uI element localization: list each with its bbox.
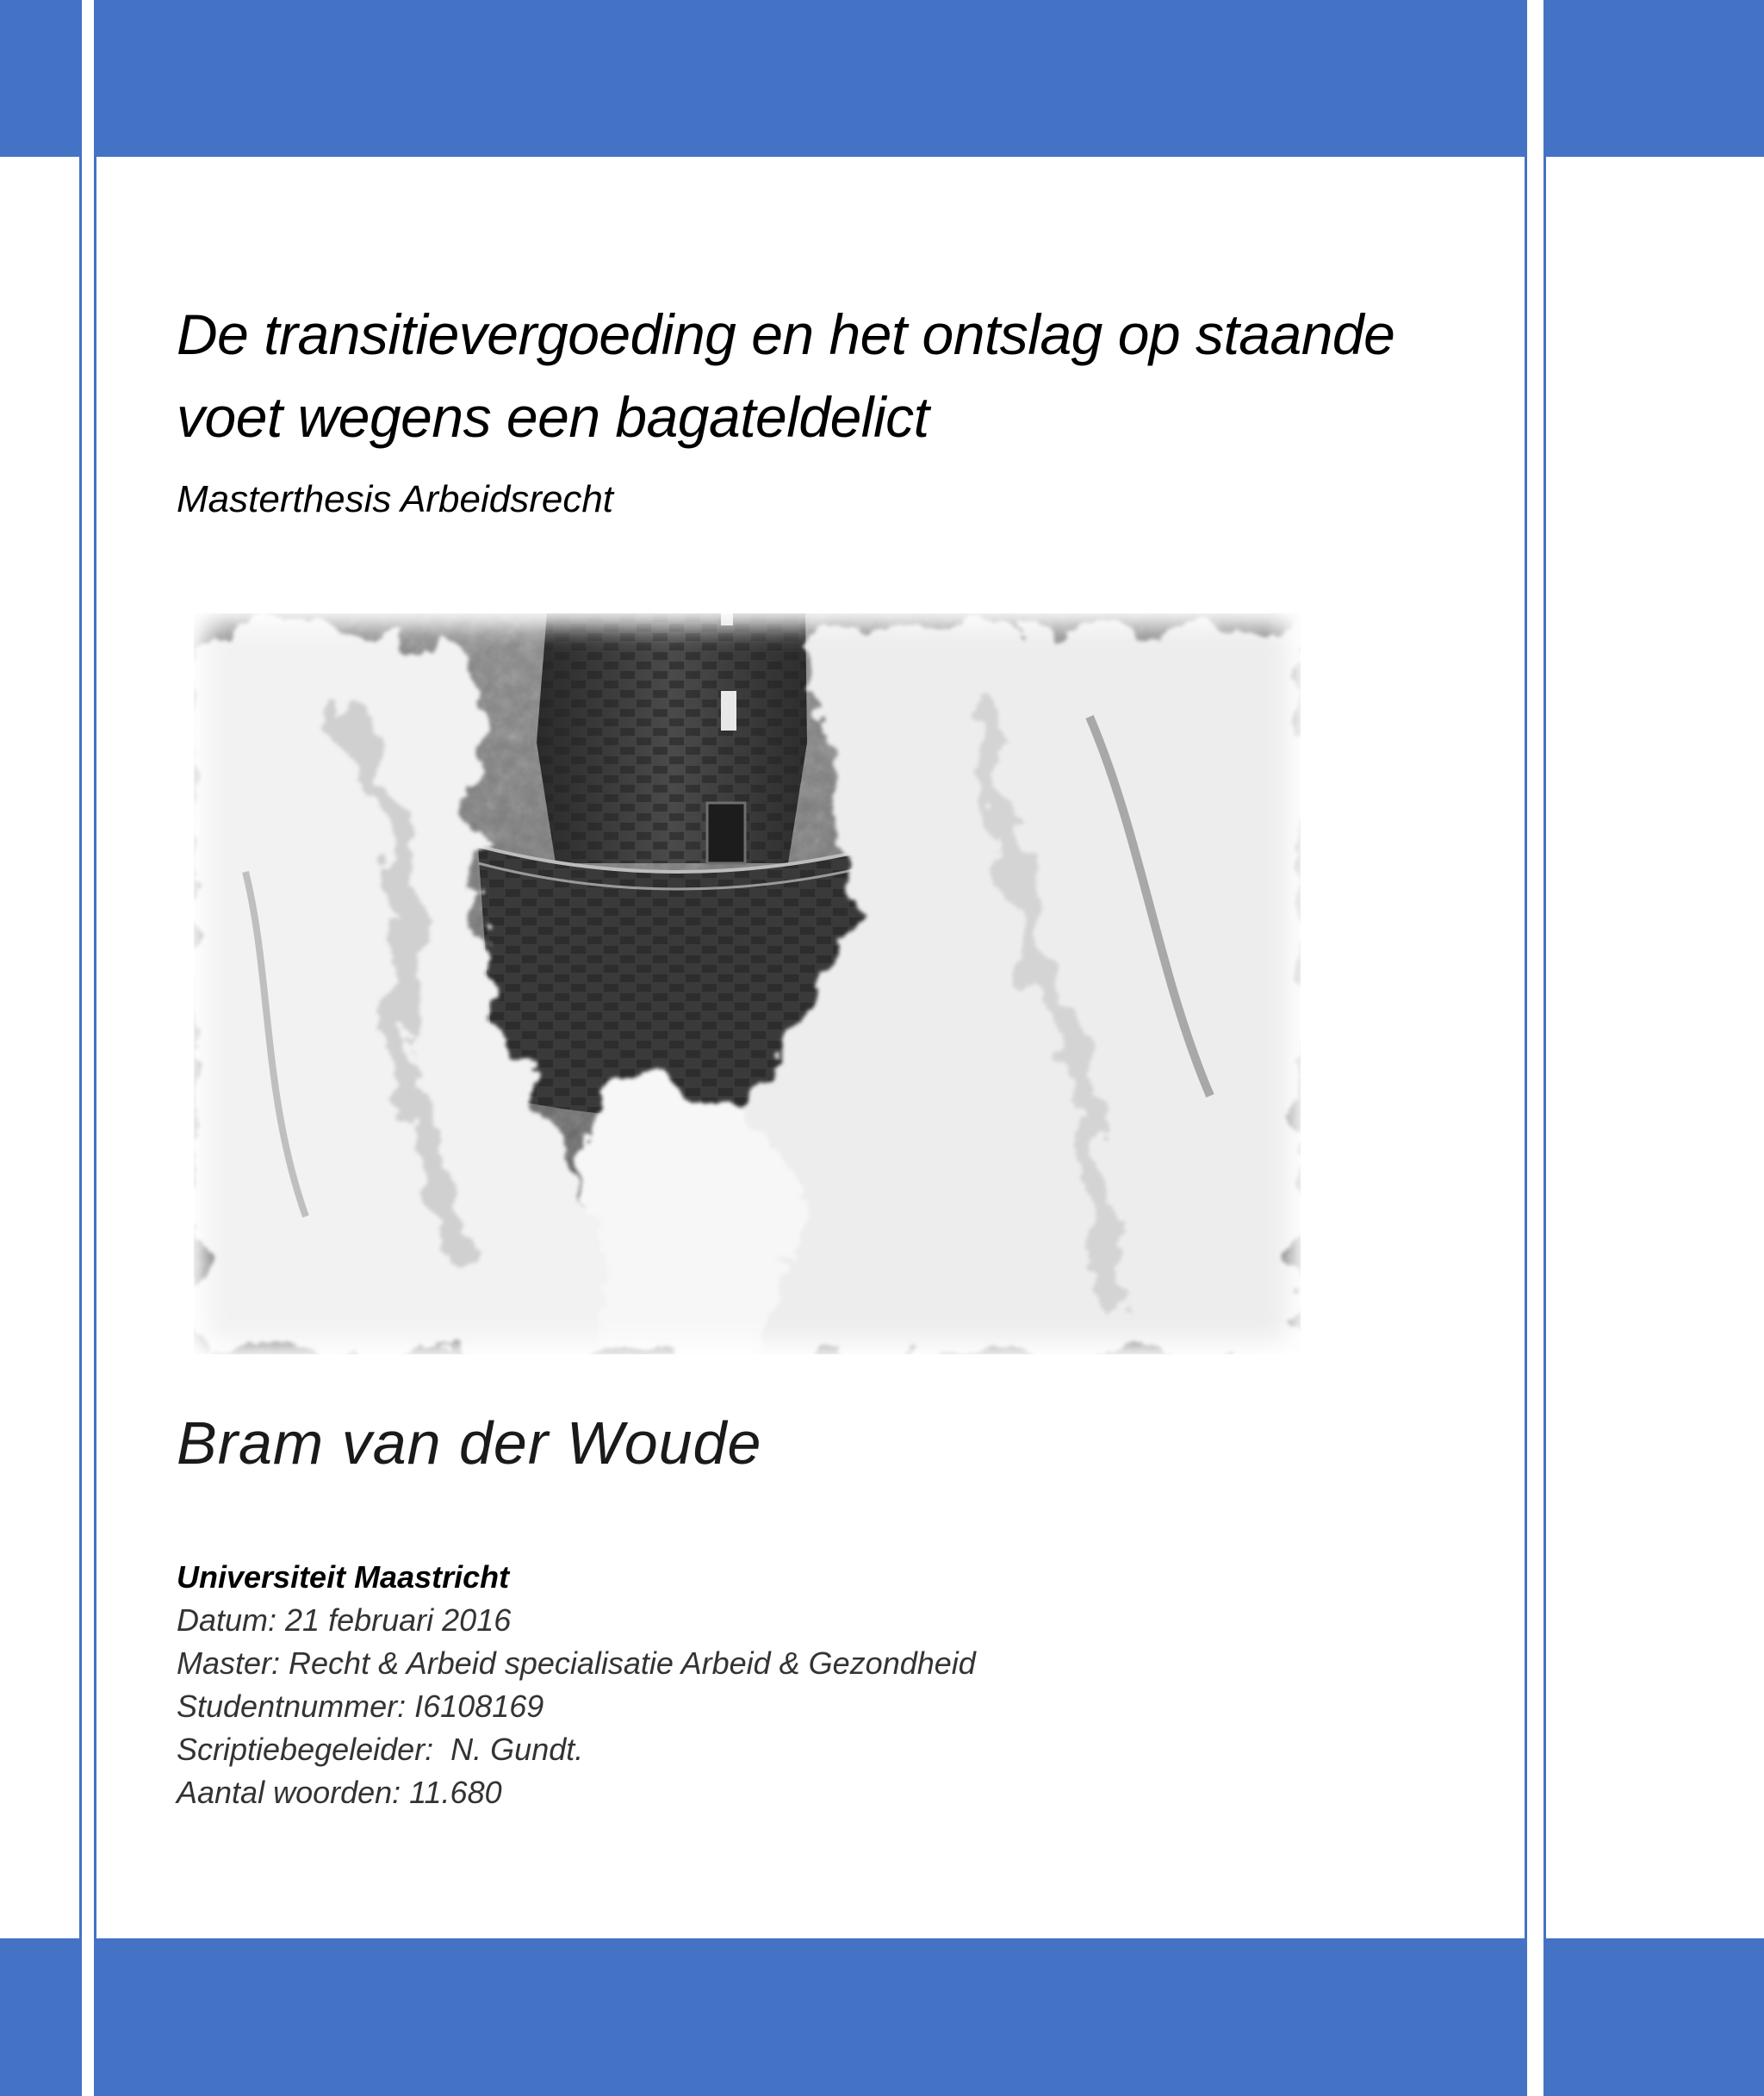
thesis-subtitle: Masterthesis Arbeidsrecht xyxy=(177,478,614,520)
lighthouse-storm-photo xyxy=(194,613,1301,1354)
border-line-right-outer xyxy=(1544,0,1546,2096)
header-band-left xyxy=(0,0,79,157)
border-line-left-outer xyxy=(79,0,82,2096)
header-band-center xyxy=(96,0,1525,157)
author-name: Bram van der Woude xyxy=(177,1409,762,1477)
border-line-left-inner xyxy=(94,0,96,2096)
footer-band-left xyxy=(0,1938,79,2096)
thesis-title: De transitievergoeding en het ontslag op staande voet wegens een bagateldelict xyxy=(177,302,1395,449)
detail-master: Master: Recht & Arbeid specialisatie Arbeid & Gezondheid xyxy=(177,1645,976,1681)
header-band-right xyxy=(1546,0,1764,157)
footer-band-right xyxy=(1546,1938,1764,2096)
footer-band-center xyxy=(96,1938,1525,2096)
university-name: Universiteit Maastricht xyxy=(177,1559,510,1595)
thesis-details xyxy=(177,1556,976,1814)
detail-supervisor: Scriptiebegeleider: N. Gundt. xyxy=(177,1732,584,1767)
detail-date: Datum: 21 februari 2016 xyxy=(177,1602,512,1638)
border-line-right-inner xyxy=(1525,0,1527,2096)
detail-student-number: Studentnummer: I6108169 xyxy=(177,1689,544,1724)
detail-word-count: Aantal woorden: 11.680 xyxy=(177,1775,502,1810)
